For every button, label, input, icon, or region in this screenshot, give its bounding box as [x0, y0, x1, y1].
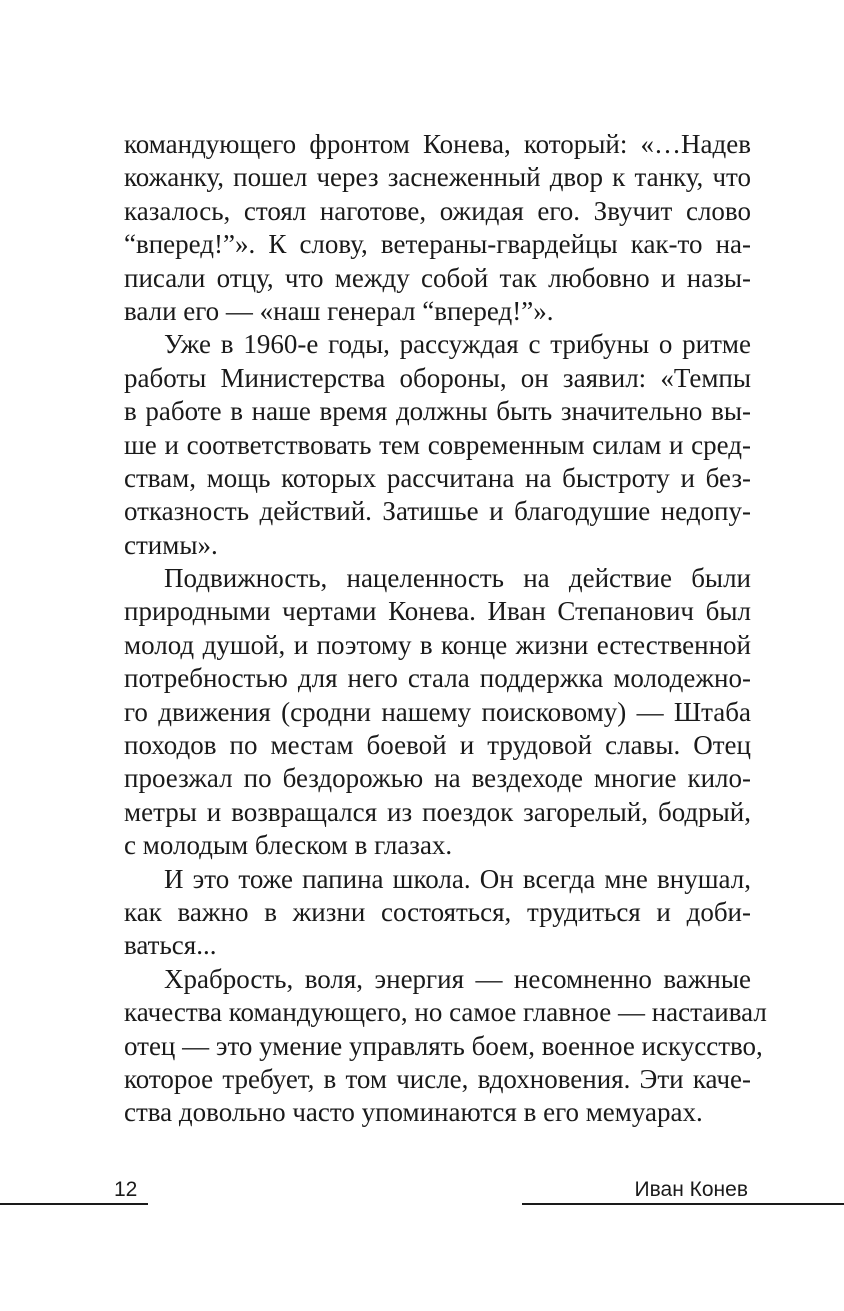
text-line: “вперед!”». К слову, ветераны-гвардейцы как-то на- [124, 229, 751, 260]
text-line: командующего фронтом Конева, который: «…Надев [124, 129, 751, 159]
text-line: с молодым блеском в глазах. [124, 830, 453, 861]
text-line: го движения (сродни нашему поисковому) — Штаба [124, 696, 751, 727]
text-line: стимы». [124, 529, 218, 560]
text-line: ствам, мощь которых рассчитана на быстроту и без- [124, 462, 751, 493]
footer-rule-right [522, 1203, 844, 1205]
text-line: отец — это умение управлять боем, военное искусство, [124, 1030, 763, 1061]
text-line: ше и соответствовать тем современным силам и сред- [124, 429, 751, 460]
text-line: Храбрость, воля, энергия — несомненно важные [164, 963, 751, 994]
text-line: И это тоже папина школа. Он всегда мне внушал, [164, 863, 751, 894]
paragraph-3 [124, 562, 751, 863]
text-line: Подвижность, нацеленность на действие были [164, 563, 751, 594]
text-line: казалось, стоял наготове, ожидая его. Звучит слово [124, 195, 751, 226]
running-title: Иван Конев [634, 1178, 748, 1201]
text-line: кожанку, пошел через заснеженный двор к танку, что [124, 162, 751, 193]
text-line: работы Министерства обороны, он заявил: «Темпы [124, 362, 751, 393]
paragraph-4 [124, 863, 751, 963]
text-line: походов по местам боевой и трудовой славы. Отец [124, 730, 751, 761]
text-line: метры и возвращался из поездок загорелый, бодрый, [124, 796, 751, 827]
text-line: Уже в 1960-е годы, рассуждая с трибуны о ритме [164, 329, 751, 360]
text-line: ства довольно часто упоминаются в его мемуарах. [124, 1097, 703, 1128]
text-line: как важно в жизни состояться, трудиться и доби- [124, 896, 751, 927]
paragraph-2 [124, 328, 751, 562]
text-line: природными чертами Конева. Иван Степанович был [124, 596, 751, 627]
footer-rule-left [0, 1203, 148, 1205]
text-line: отказность действий. Затишье и благодушие недопу- [124, 496, 751, 527]
page-number: 12 [114, 1178, 138, 1201]
text-line: молод душой, и поэтому в конце жизни естественной [124, 629, 751, 660]
text-line: писали отцу, что между собой так любовно и назы- [124, 262, 751, 293]
text-line: в работе в наше время должны быть значительно вы- [124, 396, 751, 427]
paragraph-5 [124, 963, 767, 1130]
page-body [124, 128, 767, 1130]
text-line: которое требует, в том числе, вдохновения. Эти каче- [124, 1063, 751, 1094]
text-line: ваться... [124, 930, 217, 961]
text-line: качества командующего, но самое главное — настаивал [124, 997, 767, 1028]
text-line: вали его — «наш генерал “вперед!”». [124, 295, 554, 326]
text-line: потребностью для него стала поддержка молодежно- [124, 663, 751, 694]
paragraph-1 [124, 128, 751, 328]
text-line: проезжал по бездорожью на вездеходе многие кило- [124, 763, 751, 794]
